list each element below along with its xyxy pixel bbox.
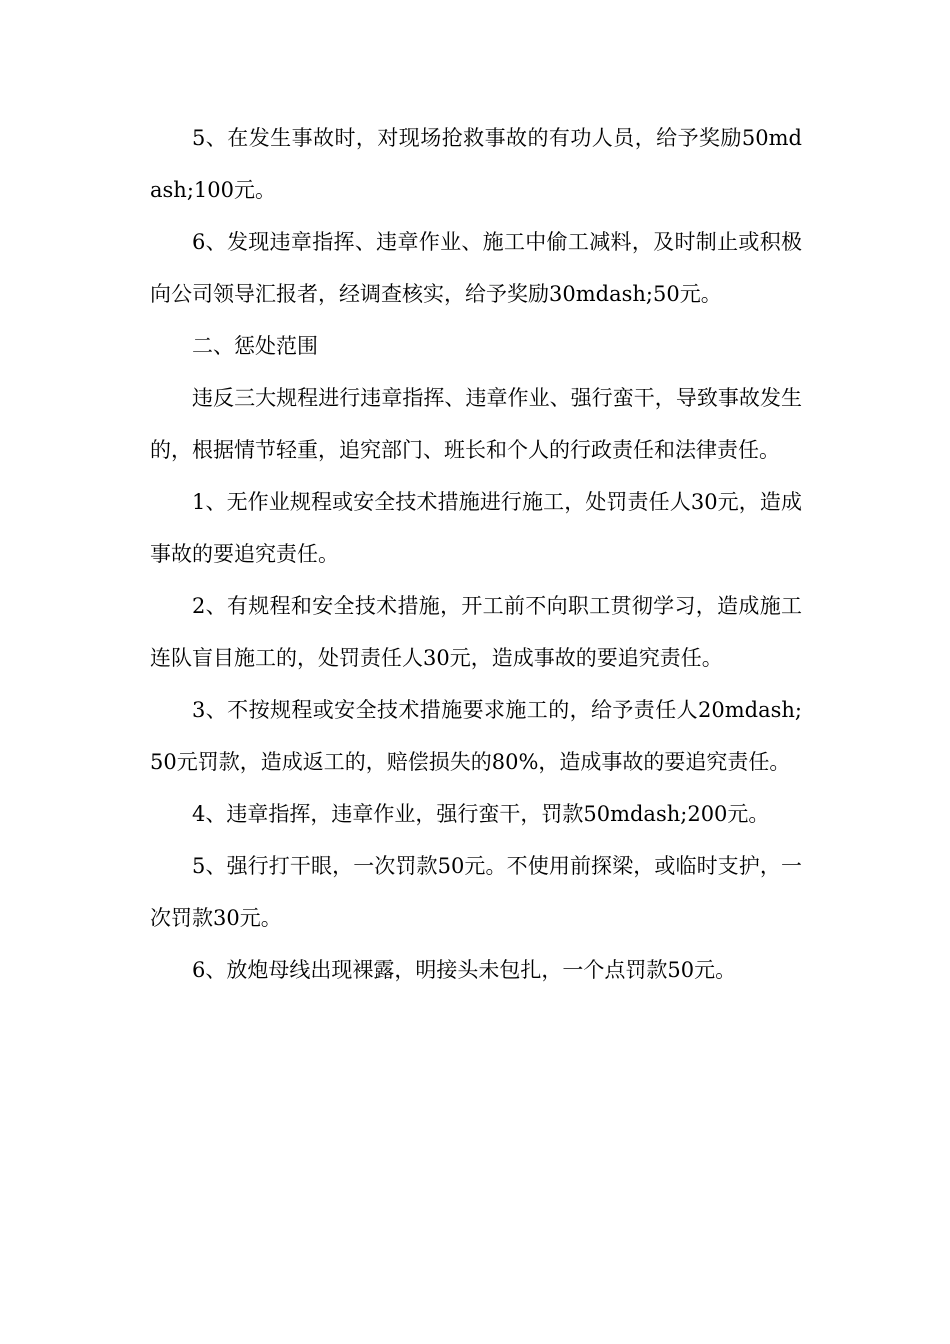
paragraph-punishment-6: 6、放炮母线出现裸露，明接头未包扎，一个点罚款50元。: [192, 958, 737, 982]
paragraph-punishment-2: 2、有规程和安全技术措施，开工前不向职工贯彻学习，造成施工连队盲目施工的，处罚责任人30元，造成事故的要追究责任。: [150, 594, 802, 670]
paragraph-punishment-4: 4、违章指挥，违章作业，强行蛮干，罚款50mdash;200元。: [192, 802, 770, 826]
paragraph-reward-5: 5、在发生事故时，对现场抢救事故的有功人员，给予奖励50mdash;100元。: [150, 126, 802, 202]
paragraph-punishment-intro: 违反三大规程进行违章指挥、违章作业、强行蛮干，导致事故发生的，根据情节轻重，追究部门、班长和个人的行政责任和法律责任。: [150, 386, 802, 462]
paragraph-punishment-3: 3、不按规程或安全技术措施要求施工的，给予责任人20mdash;50元罚款，造成返工的，赔偿损失的80%，造成事故的要追究责任。: [150, 698, 802, 774]
section-heading-punishment-scope: 二、惩处范围: [192, 334, 318, 358]
paragraph-punishment-5: 5、强行打干眼，一次罚款50元。不使用前探梁，或临时支护，一次罚款30元。: [150, 854, 802, 930]
paragraph-punishment-1: 1、无作业规程或安全技术措施进行施工，处罚责任人30元，造成事故的要追究责任。: [150, 490, 802, 566]
paragraph-reward-6: 6、发现违章指挥、违章作业、施工中偷工减料，及时制止或积极向公司领导汇报者，经调查核实，给予奖励30mdash;50元。: [150, 230, 802, 306]
document-body: [150, 112, 802, 996]
